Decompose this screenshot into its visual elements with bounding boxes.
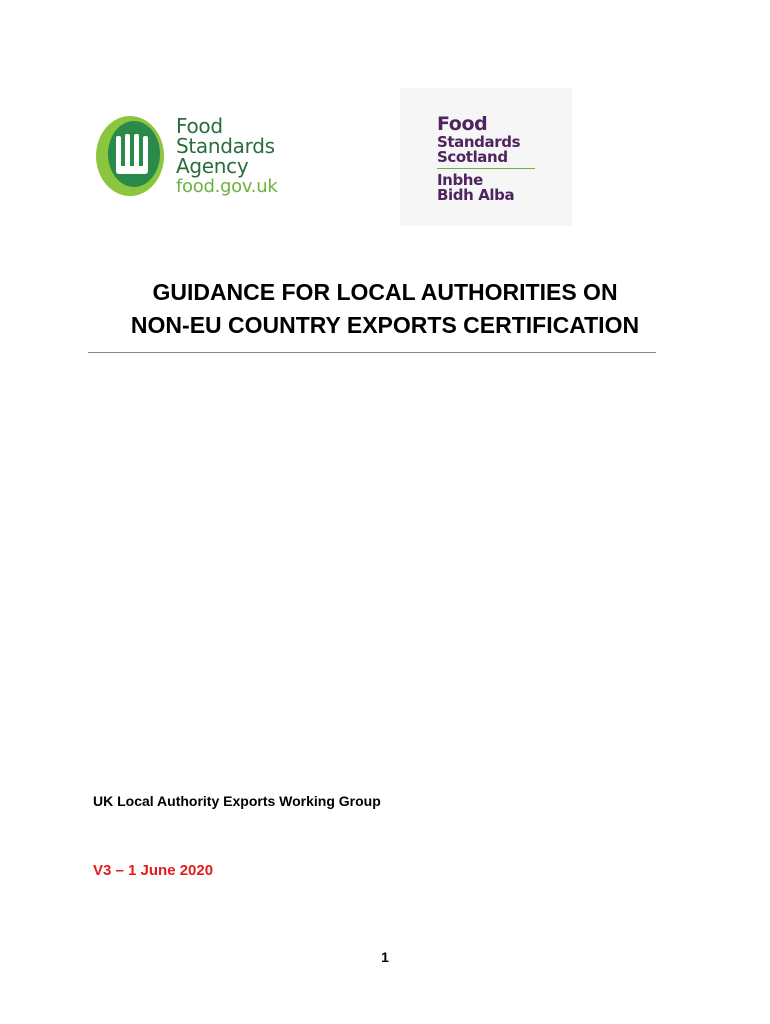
fsa-url: food.gov.uk [176,176,278,197]
title-line-1: GUIDANCE FOR LOCAL AUTHORITIES ON [152,279,618,305]
working-group-name: UK Local Authority Exports Working Group [93,793,381,809]
fsa-fork-icon [94,114,170,198]
fss-word-inbhe: Inbhe [437,171,483,189]
fss-word-scotland: Scotland [437,148,508,166]
title-line-2: NON-EU COUNTRY EXPORTS CERTIFICATION [130,312,640,338]
document-title [0,276,770,342]
fsa-word-standards: Standards [176,134,275,158]
title-divider [88,352,656,353]
fsa-word-food: Food [176,114,223,138]
fss-wordmark [437,114,535,203]
food-standards-agency-logo [94,112,294,202]
fss-divider [437,168,535,169]
fss-word-food: Food [437,113,488,135]
fss-word-standards: Standards [437,133,521,151]
fsa-wordmark [176,116,277,198]
fsa-word-agency: Agency [176,154,249,178]
food-standards-scotland-logo [400,88,572,226]
page-number: 1 [381,949,389,965]
fss-word-bidh-alba: Bidh Alba [437,186,515,204]
version-label: V3 – 1 June 2020 [93,862,214,879]
